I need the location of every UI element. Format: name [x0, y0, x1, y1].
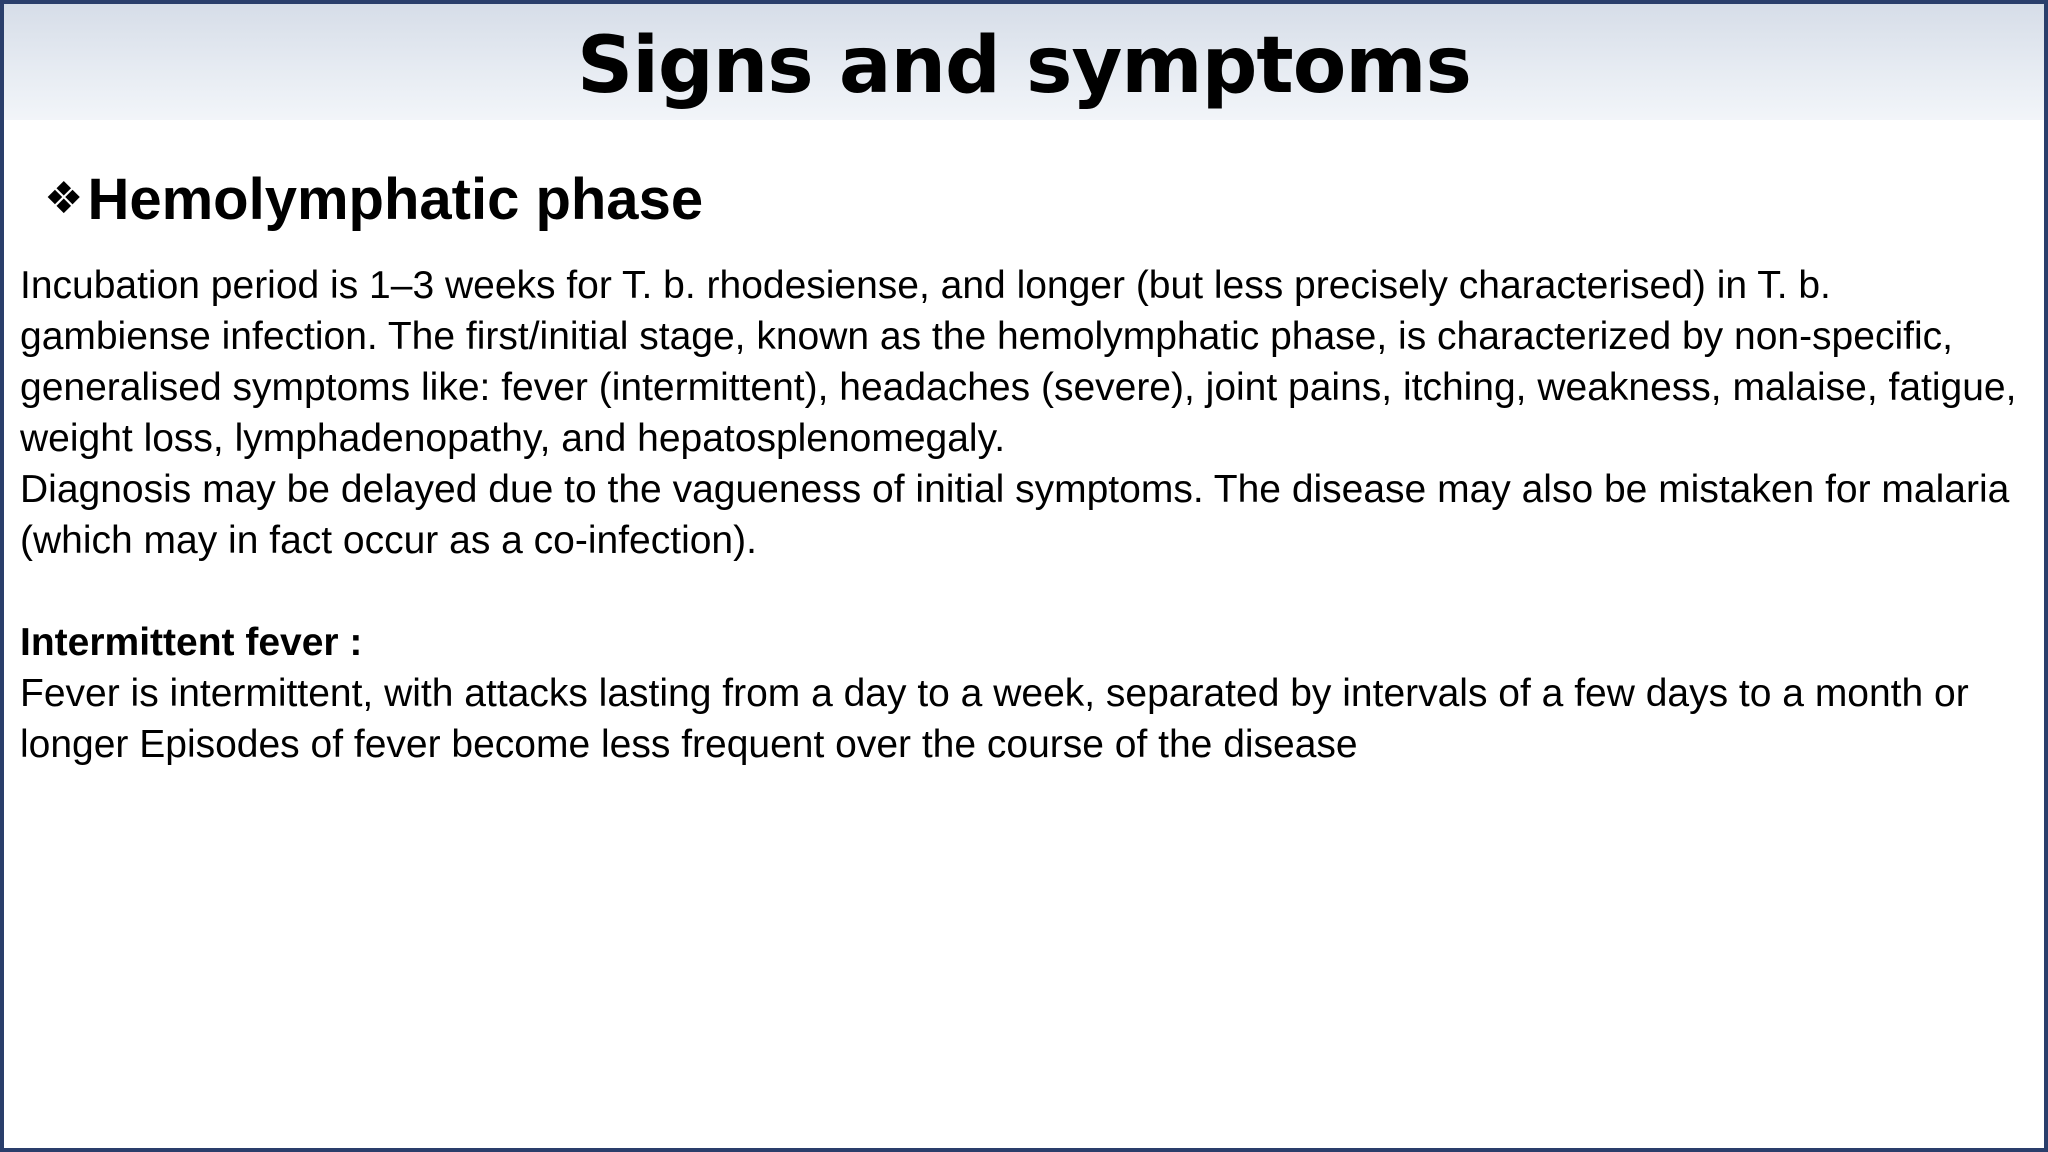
- four-diamond-bullet-icon: ❖: [44, 173, 84, 224]
- subheading-intermittent-fever: Intermittent fever :: [20, 621, 363, 664]
- title-band: [4, 4, 2044, 120]
- paragraph-fever: Fever is intermittent, with attacks lasting from a day to a week, separated by intervals of a few days to a month or longer Episodes of fever become less frequent over the course of the disease: [20, 672, 1969, 766]
- paragraph-diagnosis: Diagnosis may be delayed due to the vagueness of initial symptoms. The disease may also be mistaken for malaria (which may in fact occur as a co-infection).: [20, 468, 2010, 562]
- slide-title: Signs and symptoms: [577, 21, 1471, 111]
- paragraph-incubation: Incubation period is 1–3 weeks for T. b. rhodesiense, and longer (but less precisely characterised) in T. b. gambiense infection. The first/initial stage, known as the hemolymphatic phase, is characterized by non-specific, generalised symptoms like: fever (intermittent), headaches (severe), joint pains, itching, weakness, malaise, fatigue, weight loss, lymphadenopathy, and hepatosplenomegaly.: [20, 264, 2017, 460]
- spacer: [20, 566, 2020, 617]
- body-text: [20, 260, 2020, 770]
- section-heading: [44, 166, 703, 233]
- section-heading-text: Hemolymphatic phase: [87, 167, 704, 232]
